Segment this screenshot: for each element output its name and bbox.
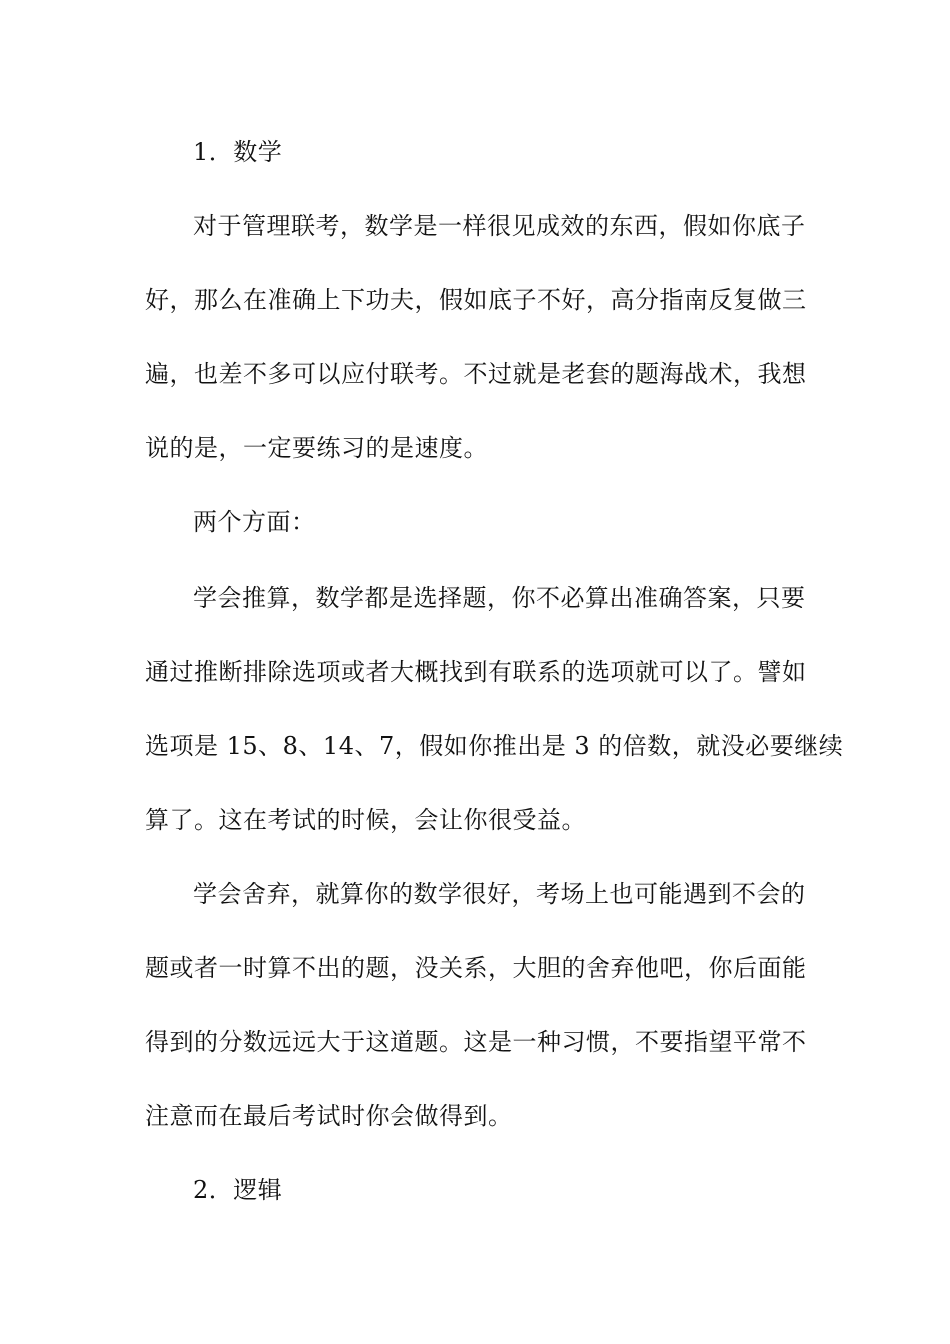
paragraph-line: 学会舍弃，就算你的数学很好，考场上也可能遇到不会的 bbox=[193, 880, 806, 908]
section-heading-logic: 2．逻辑 bbox=[193, 1176, 283, 1204]
paragraph-line: 算了。这在考试的时候，会让你很受益。 bbox=[145, 806, 586, 834]
paragraph-line: 得到的分数远远大于这道题。这是一种习惯，不要指望平常不 bbox=[145, 1028, 807, 1056]
paragraph-line: 注意而在最后考试时你会做得到。 bbox=[145, 1102, 513, 1130]
paragraph-line: 学会推算，数学都是选择题，你不必算出准确答案，只要 bbox=[193, 584, 806, 612]
paragraph-line: 好，那么在准确上下功夫，假如底子不好，高分指南反复做三 bbox=[145, 286, 807, 314]
section-heading-math: 1．数学 bbox=[193, 138, 283, 166]
paragraph-line: 题或者一时算不出的题，没关系，大胆的舍弃他吧，你后面能 bbox=[145, 954, 807, 982]
paragraph-line: 两个方面： bbox=[193, 508, 316, 536]
paragraph-line: 说的是，一定要练习的是速度。 bbox=[145, 434, 488, 462]
paragraph-line: 遍，也差不多可以应付联考。不过就是老套的题海战术，我想 bbox=[145, 360, 807, 388]
paragraph-line: 选项是 15、8、14、7，假如你推出是 3 的倍数，就没必要继续 bbox=[145, 732, 844, 760]
paragraph-line: 对于管理联考，数学是一样很见成效的东西，假如你底子 bbox=[193, 212, 806, 240]
paragraph-line: 通过推断排除选项或者大概找到有联系的选项就可以了。譬如 bbox=[145, 658, 807, 686]
